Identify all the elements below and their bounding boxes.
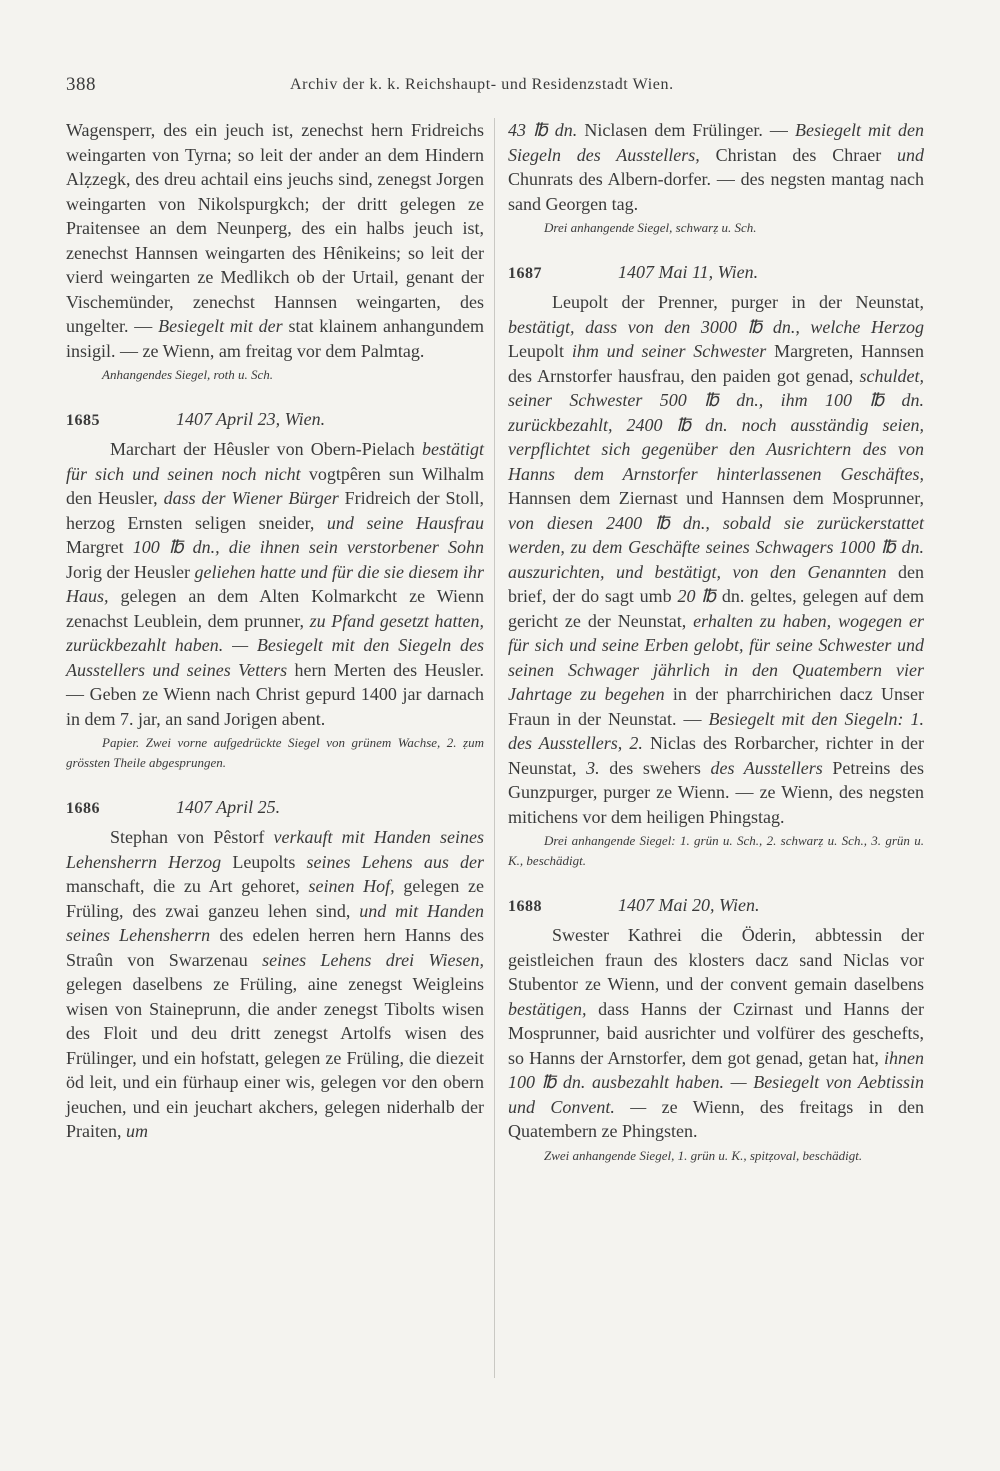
entry-date: 1407 Mai 20, Wien. bbox=[618, 895, 760, 915]
entry-number: 1685 bbox=[66, 412, 100, 429]
continued-entry-text: 43 ℔ dn. Niclasen dem Frülinger. — Besiegelt mit den Siegeln des Ausstellers, Christan des Chraer und Chunrats des Albern-dorfer. — des negsten mantag nach sand Georgen tag. bbox=[508, 120, 925, 214]
seal-note-1688: Zwei anhangende Siegel, 1. grün u. K., spitẓoval, beschädigt. bbox=[544, 1147, 863, 1163]
left-column bbox=[66, 118, 484, 1144]
entry-number: 1686 bbox=[66, 800, 100, 817]
entry-number: 1687 bbox=[508, 265, 542, 282]
entry-text-1685: Marchart der Hêusler von Obern-Pielach bestätigt für sich und seinen noch nicht vogtpêren sun Wilhalm den Heusler, dass der Wiener Bürger Fridreich der Stoll, herzog Ernsten seligen sneider, und seine Hausfrau Margret 100 ℔ dn., die ihnen sein verstorbener Sohn Jorig der Heusler geliehen hatte und für die sie diesem ihr Haus, gelegen an dem Alten Kolmarkcht ze Wienn zenachst Leublein, dem prunner, zu Pfand gesetzt hatten, zurückbezahlt haben. — Besiegelt mit den Siegeln des Ausstellers und seines Vetters hern Merten des Heusler. — Geben ze Wienn nach Christ gepurd 1400 jar darnach in dem 7. jar, an sand Jorigen abent. bbox=[66, 439, 485, 729]
seal-note-1687: Drei anhangende Siegel: 1. grün u. Sch., 2. schwarẓ u. Sch., 3. grün u. K., beschädigt. bbox=[508, 833, 924, 868]
entry-number: 1688 bbox=[508, 898, 542, 915]
entry-heading-1686 bbox=[66, 795, 484, 821]
entry-text-1687: Leupolt der Prenner, purger in der Neunstat, bestätigt, dass von den 3000 ℔ dn., welche Herzog Leupolt ihm und seiner Schwester Margreten, Hannsen des Arnstorfer hausfrau, den paiden got genad, schuldet, seiner Schwester 500 ℔ dn., ihm 100 ℔ dn. zurückbezahlt, 2400 ℔ dn. noch ausständig seien, verpflichtet sich gegenüber den Ausrichtern des von Hanns dem Arnstorfer hinterlassenen Geschäftes, Hannsen dem Ziernast und Hannsen dem Mosprunner, von diesen 2400 ℔ dn., sobald sie zurückerstattet werden, zu dem Geschäfte seines Schwagers 1000 ℔ dn. auszurichten, und bestätigt, von den Genannten den brief, der do sagt umb 20 ℔ dn. geltes, gelegen auf dem gericht ze der Neunstat, erhalten zu haben, wogegen er für sich und seine Erben gelobt, für seine Schwester und seinen Schwager jährlich in den Quatembern vier Jahrtage zu begehen in der pharrchirichen dacz Unser Fraun in der Neunstat. — Besiegelt mit den Siegeln: 1. des Ausstellers, 2. Niclas des Rorbarcher, richter in der Neunstat, 3. des swehers des Ausstellers Petreins des Gunzpurger, purger ze Wienn. — ze Wienn, des negsten mitichens vor dem heiligen Phingstag. bbox=[508, 292, 925, 827]
entry-text-1686: Stephan von Pêstorf verkauft mit Handen seines Lehensherrn Herzog Leupolts seines Lehens aus der manschaft, die zu Art gehoret, seinen Hof, gelegen ze Früling, des zwai ganzeu lehen sind, und mit Handen seines Lehensherrn des edelen herren hern Hanns des Straûn von Swarzenau seines Lehens drei Wiesen, gelegen daselbens ze Früling, aine zenegst Weigleins wisen von Staineprunn, die ander zenegst Tibolts wisen des Floit und deu dritt zenegst Artolfs wisen des Frülinger, und ein hofstatt, gelegen ze Früling, die diezeit öd leit, und ein fürhaup einer wis, gelegen vor den obern jeuchen, und ein jeuchart akchers, gelegen niderhalb der Praiten, um bbox=[66, 827, 485, 1141]
entry-heading-1688 bbox=[508, 893, 924, 919]
column-divider bbox=[494, 118, 495, 1378]
seal-note: Drei anhangende Siegel, schwarẓ u. Sch. bbox=[544, 220, 757, 235]
page-header bbox=[66, 74, 926, 98]
running-title: Archiv der k. k. Reichshaupt- und Residenzstadt Wien. bbox=[290, 76, 674, 93]
continued-entry-text: Wagensperr, des ein jeuch ist, zenechst hern Fridreichs weingarten von Tyrna; so leit der ander an dem Hindern Alẓzegk, des dreu achtail eins jeuchs sind, zenegst Jorgen weingarten von Nikolspurgkch; der dritt gelegen ze Praitensee an dem Neunperg, des ein halbs jeuch ist, zenechst Hannsen weingarten des Hênikeins; so leit der vierd weingarten ze Medlikch ob der Urtail, genant der Vischemünder, zenechst Hannsen weingarten, des ungelter. — Besiegelt mit der stat klainem anhangundem insigil. — ze Wienn, am freitag vor dem Palmtag. bbox=[66, 120, 485, 361]
entry-heading-1687 bbox=[508, 260, 924, 286]
entry-heading-1685 bbox=[66, 407, 484, 433]
right-column bbox=[508, 118, 924, 1166]
page-number: 388 bbox=[66, 74, 96, 95]
seal-note: Anhangendes Siegel, roth u. Sch. bbox=[102, 367, 274, 382]
seal-note-1685: Papier. Zwei vorne aufgedrückte Siegel von grünem Wachse, 2. ẓum grössten Theile abgesprungen. bbox=[66, 735, 484, 770]
entry-date: 1407 Mai 11, Wien. bbox=[618, 262, 759, 282]
entry-text-1688: Swester Kathrei die Öderin, abbtessin der geistleichen fraun des klosters dacz sand Niclas vor Stubentor ze Wienn, und der convent gemain daselbens bestätigen, dass Hanns der Czirnast und Hanns der Mosprunner, baid ausrichter und volfürer des geschefts, so Hanns der Arnstorfer, dem got genad, getan hat, ihnen 100 ℔ dn. ausbezahlt haben. — Besiegelt von Aebtissin und Convent. — ze Wienn, des freitags in den Quatembern ze Phingsten. bbox=[508, 925, 925, 1141]
entry-date: 1407 April 23, Wien. bbox=[176, 409, 326, 429]
entry-date: 1407 April 25. bbox=[176, 797, 281, 817]
